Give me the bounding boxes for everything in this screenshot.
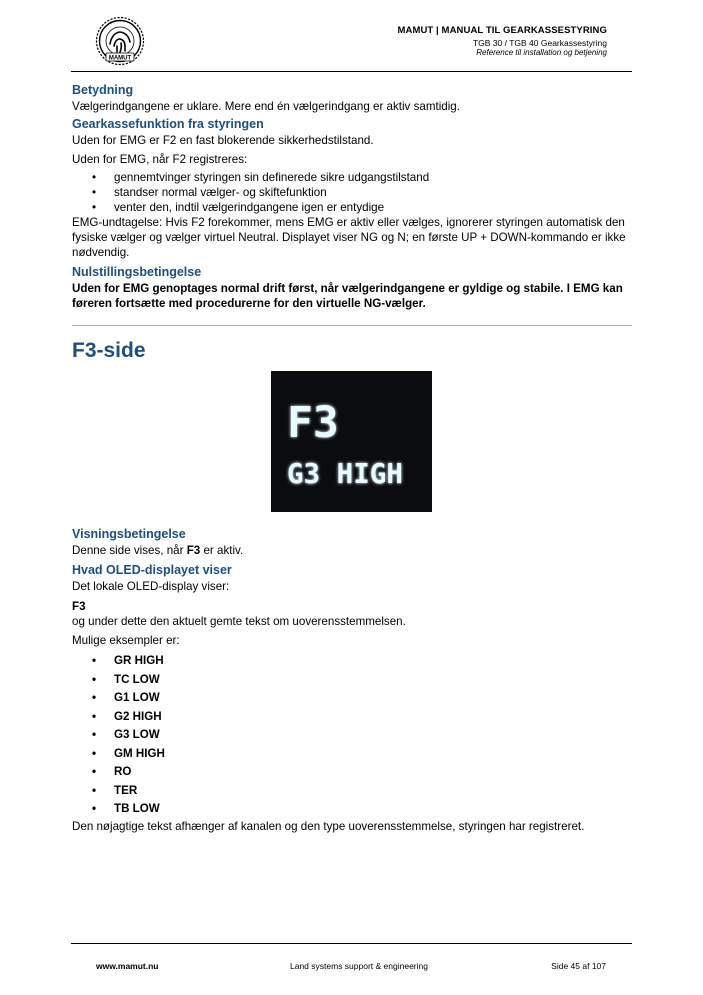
footer-center-text: Land systems support & engineering [290, 961, 428, 971]
list-item: • GM HIGH [114, 745, 632, 764]
betydning-text: Vælgerindgangene er uklare. Mere end én vælgerindgang er aktiv samtidig. [72, 100, 460, 113]
list-item: • standser normal vælger- og skiftefunktion [114, 185, 632, 200]
header-rule [71, 71, 632, 72]
heading-visningsbetingelse: Visningsbetingelse [72, 527, 186, 541]
list-item: • gennemtvinger styringen sin definerede sikre udgangstilstand [114, 170, 632, 185]
heading-nulstilling: Nulstillingsbetingelse [72, 265, 202, 279]
header-subtitle: TGB 30 / TGB 40 Gearkassestyring [472, 38, 607, 48]
visning-text-code: F3 [186, 544, 201, 557]
mamut-logo [95, 16, 145, 66]
closing-text: Den nøjagtige tekst afhænger af kanalen og den type uoverensstemmelse, styringen har registreret. [72, 819, 585, 833]
oled-viser-text-3: Mulige eksempler er: [72, 634, 180, 647]
heading-betydning: Betydning [72, 83, 134, 97]
visning-text-suffix: er aktiv. [200, 544, 244, 557]
oled-viser-text-1: Det lokale OLED-display viser: [72, 580, 230, 593]
oled-screen [271, 371, 432, 512]
list-item: • G1 LOW [114, 689, 632, 708]
page-header [0, 0, 703, 74]
page-heading-f3: F3-side [72, 339, 146, 362]
gearkasse-bullet-list [72, 170, 632, 215]
logo-text: MAMUT [108, 55, 132, 62]
section-divider [72, 325, 632, 326]
list-item: • TER [114, 782, 632, 801]
header-subtitle-italic: Reference til installation og betjening [476, 48, 607, 57]
heading-gearkassefunktion: Gearkassefunktion fra styringen [72, 117, 264, 131]
page-content [72, 82, 632, 834]
list-item: • GR HIGH [114, 652, 632, 671]
list-item: • G2 HIGH [114, 708, 632, 727]
oled-display-image [271, 371, 432, 512]
list-item: • venter den, indtil vælgerindgangene igen er entydige [114, 200, 632, 215]
visning-text [72, 543, 632, 558]
list-item: • RO [114, 763, 632, 782]
footer-website-link[interactable]: www.mamut.nu [96, 961, 159, 971]
visning-text-prefix: Denne side vises, når [72, 544, 187, 557]
examples-list [72, 652, 632, 819]
emg-exception-text: EMG-undtagelse: Hvis F2 forekommer, mens EMG er aktiv eller vælges, ignorerer styringen automatisk den fysiske vælger og vælger virtuel Neutral. Displayet viser NG og N; en første UP + DOWN-kommando er ikke nødvendig. [72, 216, 626, 259]
gearkasse-text-2: Uden for EMG, når F2 registreres: [72, 153, 248, 166]
oled-line-1: F3 [287, 398, 339, 448]
oled-viser-text-2: og under dette den aktuelt gemte tekst om uoverensstemmelsen. [72, 615, 406, 628]
gearkasse-text-1: Uden for EMG er F2 en fast blokerende sikkerhedstilstand. [72, 134, 374, 147]
oled-code-f3: F3 [72, 600, 86, 613]
footer-page-number: Side 45 af 107 [551, 961, 606, 971]
list-item: • G3 LOW [114, 726, 632, 745]
header-title: MAMUT | MANUAL TIL GEARKASSESTYRING [397, 25, 607, 36]
list-item: • TC LOW [114, 671, 632, 690]
nulstilling-text: Uden for EMG genoptages normal drift først, når vælgerindgangene er gyldige og stabile. I EMG kan føreren fortsætte med procedurerne for den virtuelle NG-vælger. [72, 282, 623, 310]
heading-oled-viser: Hvad OLED-displayet viser [72, 563, 232, 577]
oled-line-2: G3 HIGH [287, 458, 403, 490]
list-item: • TB LOW [114, 800, 632, 819]
footer-rule [71, 943, 632, 944]
